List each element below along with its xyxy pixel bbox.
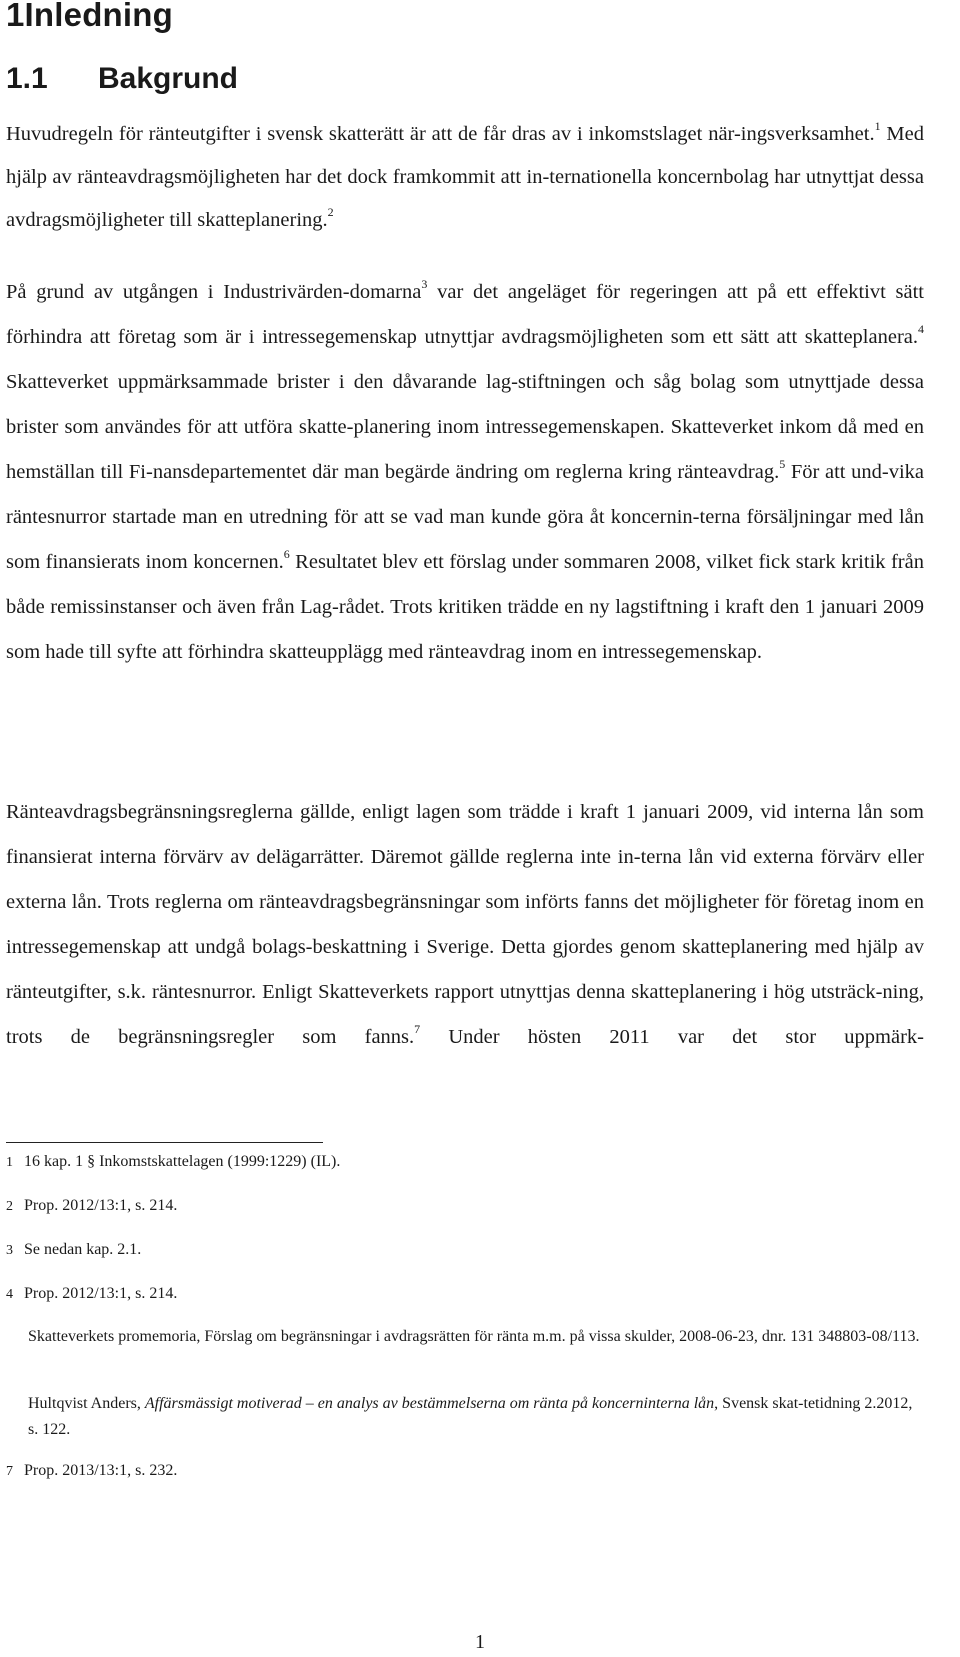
footnote-mark bbox=[6, 1392, 28, 1417]
paragraph-text: Med hjälp av ränteavdragsmöjligheten har det dock framkommit att in-ternationella koncernbolag har utnyttjat dessa avdragsmöjligheter till skatteplanering. bbox=[6, 123, 924, 231]
footnote-mark: 4 bbox=[6, 1287, 13, 1302]
footnote-1 bbox=[6, 1149, 924, 1175]
footnote-text: Skatteverkets promemoria, Förslag om begränsningar i avdragsrätten för ränta m.m. på vissa skulder, 2008-06-23, dnr. 131 348803-08/113. bbox=[28, 1328, 920, 1345]
paragraph-text: Ränteavdragsbegränsningsreglerna gällde, enligt lagen som trädde i kraft 1 januari 2009, vid interna lån som finansierat interna förvärv av delägarrätter. Däremot gällde reglerna inte in-terna lån vid externa förvärv eller externa lån. Trots reglerna om ränteavdragsbegränsningar som införts fanns det möjligheter för företag inom en intressegemenskap att undgå bolags-beskattning i Sverige. Detta gjordes genom skatteplanering med hjälp av ränteutgifter, s.k. räntesnurror. Enligt Skatteverkets rapport utnyttjas denna skatteplanering i hög utsträck-ning, trots de begränsningsregler som fanns. bbox=[6, 801, 924, 1048]
paragraph-text: Huvudregeln för ränteutgifter i svensk skatterätt är att de får dras av i inkomstslaget när-ingsverksamhet. bbox=[6, 123, 875, 145]
footnote-2 bbox=[6, 1193, 924, 1219]
footnote-text: , Svensk skat-tetidning 2.2012, s. 122. bbox=[28, 1395, 913, 1438]
footnote-4 bbox=[6, 1281, 924, 1307]
paragraph-text: På grund av utgången i Industrivärden-domarna bbox=[6, 281, 422, 303]
footnote-ref[interactable]: 5 bbox=[779, 457, 786, 472]
footnote-mark: 2 bbox=[6, 1199, 13, 1214]
footnote-author: Hultqvist Anders, bbox=[28, 1395, 145, 1412]
footnote-3 bbox=[6, 1237, 924, 1263]
footnote-5 bbox=[6, 1324, 924, 1350]
footnote-text: 16 kap. 1 § Inkomstskattelagen (1999:1229) (IL). bbox=[24, 1153, 341, 1170]
section-title: Bakgrund bbox=[98, 62, 239, 95]
footnote-text: Se nedan kap. 2.1. bbox=[24, 1241, 142, 1258]
footnote-text: Prop. 2013/13:1, s. 232. bbox=[24, 1462, 178, 1479]
footnote-mark: 3 bbox=[6, 1243, 13, 1258]
section-heading bbox=[6, 62, 238, 96]
footnote-ref[interactable]: 1 bbox=[874, 119, 881, 134]
chapter-heading: 1Inledning bbox=[6, 0, 173, 33]
footnote-mark: 1 bbox=[6, 1155, 13, 1170]
paragraph-1 bbox=[6, 113, 924, 242]
footnote-separator bbox=[6, 1142, 323, 1143]
footnote-mark: 7 bbox=[6, 1464, 13, 1479]
footnote-7 bbox=[6, 1458, 924, 1484]
paragraph-3 bbox=[6, 790, 924, 1060]
footnote-ref[interactable]: 3 bbox=[421, 277, 428, 292]
footnote-6 bbox=[6, 1391, 924, 1442]
footnote-ref[interactable]: 2 bbox=[327, 205, 334, 220]
paragraph-text: Under hösten 2011 var det stor uppmärk- bbox=[420, 1026, 924, 1048]
footnote-ref[interactable]: 6 bbox=[283, 547, 290, 562]
page-number: 1 bbox=[475, 1631, 485, 1653]
section-number: 1.1 bbox=[6, 62, 48, 95]
paragraph-text: var det angeläget för regeringen att på ett effektivt sätt förhindra att företag som är i intressegemenskap utnyttjar avdragsmöjligheten som ett sätt att skatteplanera. bbox=[6, 281, 925, 348]
footnote-work-title: Affärsmässigt motiverad – en analys av bestämmelserna om ränta på koncerninterna lån bbox=[144, 1395, 715, 1412]
paragraph-2 bbox=[6, 270, 924, 675]
footnote-text: Prop. 2012/13:1, s. 214. bbox=[24, 1197, 178, 1214]
footnote-mark bbox=[6, 1325, 28, 1350]
footnote-ref[interactable]: 7 bbox=[414, 1022, 421, 1037]
footnote-text: Prop. 2012/13:1, s. 214. bbox=[24, 1285, 178, 1302]
paragraph-text: Skatteverket uppmärksammade brister i den dåvarande lag-stiftningen och såg bolag som utnyttjade dessa brister som användes för att utföra skatte-planering inom intressegemenskapen. Skatteverket inkom då med en hemställan till Fi-nansdepartementet där man begärde ändring om reglerna kring ränteavdrag. bbox=[6, 371, 924, 483]
footnote-ref[interactable]: 4 bbox=[918, 322, 924, 337]
paragraph-text: För att und-vika räntesnurror startade man en utredning för att se vad man kunde göra åt koncernin-terna försäljningar med lån som finansierats inom koncernen. bbox=[6, 461, 925, 573]
paragraph-text: Resultatet blev ett förslag under sommaren 2008, vilket fick stark kritik från både remissinstanser och även från Lag-rådet. Trots kritiken trädde en ny lagstiftning i kraft den 1 januari 2009 som hade till syfte att förhindra skatteupplägg med ränteavdrag inom en intressegemenskap. bbox=[6, 551, 924, 663]
